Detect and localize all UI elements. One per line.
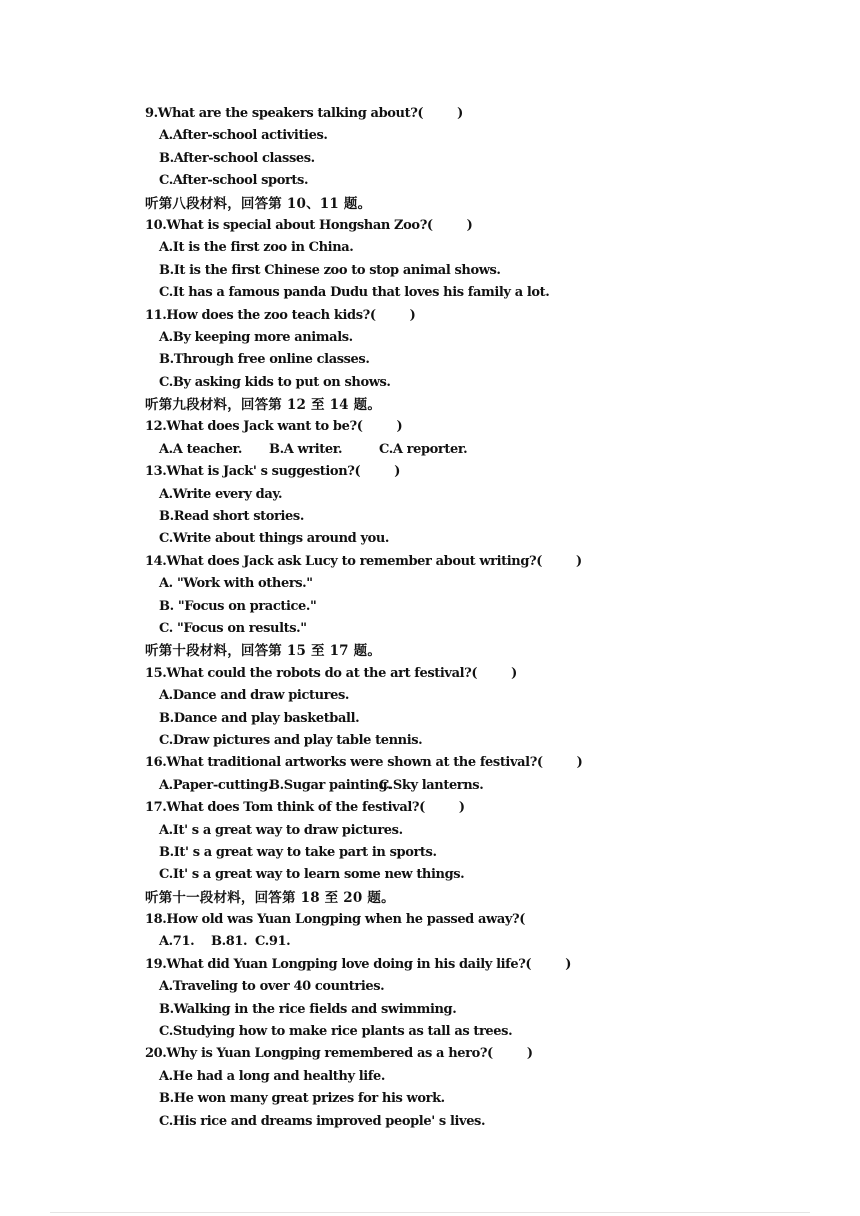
- close-paren: ): [394, 464, 400, 480]
- question-line: [145, 215, 745, 237]
- answer-option: B.It' s a great way to take part in sports.: [159, 844, 437, 860]
- question-line: [145, 1043, 745, 1065]
- answer-option: B.Read short stories.: [159, 509, 304, 525]
- question-line: [145, 103, 745, 125]
- section-heading: 听第十一段材料，回答第 18 至 20 题。: [145, 889, 395, 906]
- answer-option: B.Walking in the rice fields and swimming.: [159, 1001, 457, 1017]
- question-text: 19.What did Yuan Longping love doing in his daily life?(: [145, 956, 532, 972]
- section-heading: 听第十段材料，回答第 15 至 17 题。: [145, 643, 382, 660]
- close-paren: ): [396, 419, 403, 435]
- close-paren: ): [457, 106, 463, 121]
- answer-option: B.81.: [211, 934, 248, 950]
- close-paren: ): [576, 553, 582, 569]
- question-text: 11.How does the zoo teach kids?(: [145, 307, 376, 323]
- answer-option: A.Dance and draw pictures.: [159, 688, 350, 704]
- question-text: 14.What does Jack ask Lucy to remember about writing?(: [145, 553, 543, 569]
- answer-option: A.After-school activities.: [159, 128, 328, 144]
- answer-option: B.Through free online classes.: [159, 352, 370, 368]
- answer-option: B.Sugar painting.: [269, 777, 392, 793]
- answer-option: C.A reporter.: [379, 441, 468, 457]
- answer-option: C.Write about things around you.: [159, 531, 390, 547]
- close-paren: ): [409, 307, 416, 323]
- question-line: [145, 305, 745, 327]
- answer-option-row: [145, 931, 745, 953]
- answer-option: A.It is the first zoo in China.: [159, 240, 354, 256]
- question-line: [145, 797, 745, 819]
- question-line: [145, 663, 745, 685]
- answer-option: A.71.: [159, 934, 195, 950]
- question-text: 13.What is Jack' s suggestion?(: [145, 464, 361, 480]
- answer-option: C.Sky lanterns.: [379, 777, 484, 793]
- answer-option: C.Draw pictures and play table tennis.: [159, 732, 423, 748]
- answer-option: C.His rice and dreams improved people' s lives.: [159, 1113, 486, 1129]
- question-line: [145, 461, 745, 483]
- answer-option-row: [145, 775, 745, 797]
- question-line: [145, 909, 745, 931]
- close-paren: ): [511, 665, 517, 681]
- close-paren: ): [576, 755, 583, 771]
- page-bottom-rule: [50, 1212, 810, 1213]
- section-heading: 听第八段材料，回答第 10、11 题。: [145, 195, 372, 212]
- answer-option: A.By keeping more animals.: [159, 329, 353, 345]
- question-text: 10.What is special about Hongshan Zoo?(: [145, 217, 433, 233]
- question-text: 17.What does Tom think of the festival?(: [145, 800, 425, 816]
- answer-option: C. "Focus on results.": [159, 620, 307, 636]
- answer-option: B.A writer.: [269, 441, 343, 457]
- question-text: 20.Why is Yuan Longping remembered as a hero?(: [145, 1046, 493, 1062]
- answer-option: A.A teacher.: [159, 441, 242, 457]
- answer-option: A.He had a long and healthy life.: [159, 1068, 385, 1084]
- close-paren: ): [466, 217, 473, 233]
- answer-option: B.Dance and play basketball.: [159, 710, 360, 726]
- answer-option: B. "Focus on practice.": [159, 598, 317, 614]
- answer-option: B.He won many great prizes for his work.: [159, 1091, 445, 1107]
- answer-option: C.It' s a great way to learn some new things.: [159, 867, 465, 883]
- question-text: 12.What does Jack want to be?(: [145, 419, 363, 435]
- close-paren: ): [565, 956, 571, 972]
- section-heading: 听第九段材料，回答第 12 至 14 题。: [145, 397, 382, 414]
- question-line: [145, 954, 745, 976]
- question-text: 15.What could the robots do at the art festival?(: [145, 665, 478, 681]
- answer-option: A.Write every day.: [159, 486, 283, 502]
- answer-option: B.After-school classes.: [159, 150, 315, 166]
- answer-option: A.Paper-cutting.: [159, 777, 273, 793]
- answer-option-row: [145, 439, 745, 461]
- answer-option: A.Traveling to over 40 countries.: [159, 979, 385, 995]
- question-text: 9.What are the speakers talking about?(: [145, 106, 424, 121]
- answer-option: C.After-school sports.: [159, 173, 309, 189]
- question-line: [145, 551, 745, 573]
- answer-option: A. "Work with others.": [159, 576, 313, 592]
- answer-option: C.91.: [255, 934, 291, 950]
- question-line: [145, 752, 745, 774]
- close-paren: ): [526, 1046, 533, 1062]
- question-line: [145, 416, 745, 438]
- answer-option: C.By asking kids to put on shows.: [159, 374, 391, 390]
- listening-questions: [145, 103, 745, 1133]
- answer-option: A.It' s a great way to draw pictures.: [159, 822, 403, 838]
- answer-option: C.It has a famous panda Dudu that loves his family a lot.: [159, 285, 550, 301]
- question-text: 16.What traditional artworks were shown at the festival?(: [145, 755, 543, 771]
- close-paren: ): [458, 800, 465, 816]
- question-text: 18.How old was Yuan Longping when he passed away?(: [145, 912, 525, 928]
- answer-option: C.Studying how to make rice plants as tall as trees.: [159, 1024, 513, 1040]
- answer-option: B.It is the first Chinese zoo to stop animal shows.: [159, 262, 501, 278]
